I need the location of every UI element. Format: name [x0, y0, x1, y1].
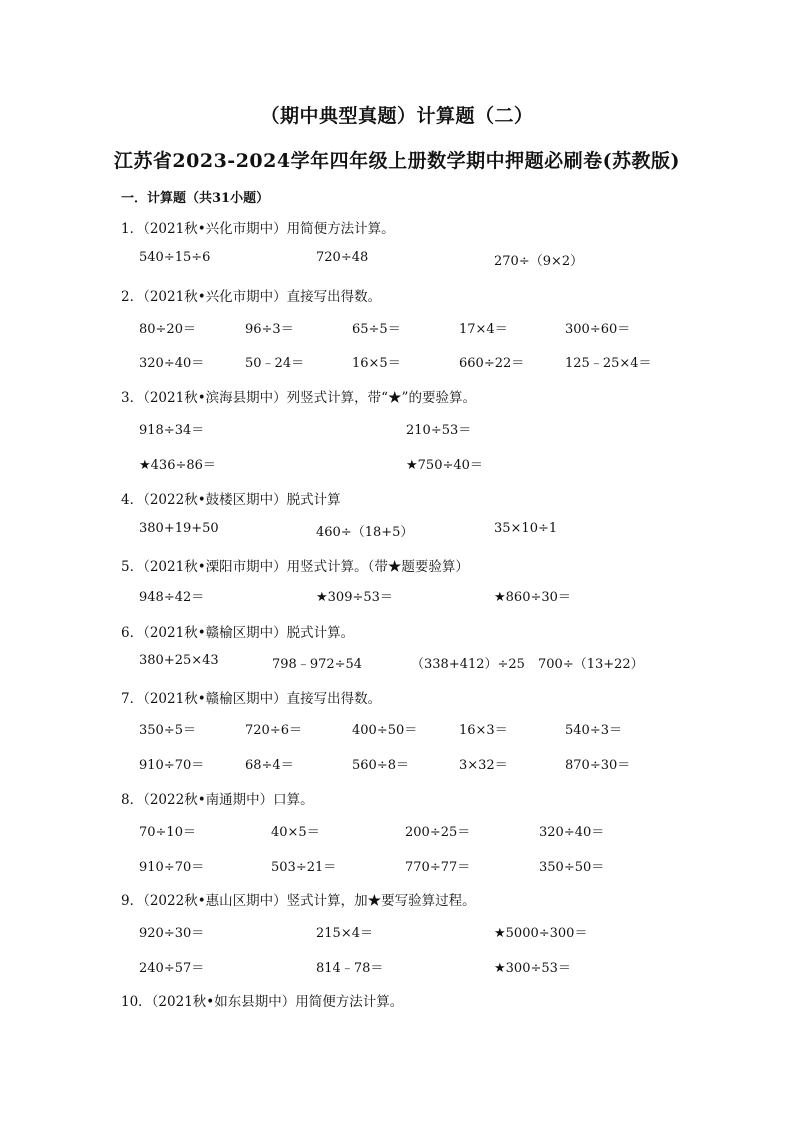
expression: 270÷（9×2）	[494, 254, 584, 269]
expression: 17×4＝	[459, 322, 508, 337]
question-1-row-1	[0, 250, 794, 270]
question-3-row-2	[0, 454, 794, 474]
expression: （338+412）÷25	[411, 657, 525, 672]
question-6-heading: 6．（2021秋•赣榆区期中）脱式计算。	[121, 625, 355, 641]
page-title: （期中典型真题）计算题（二）	[260, 105, 534, 127]
expression: 910÷70＝	[139, 758, 205, 773]
expression: 16×3＝	[459, 723, 508, 738]
question-2-heading: 2．（2021秋•兴化市期中）直接写出得数。	[121, 289, 382, 305]
expression: 40×5＝	[271, 825, 320, 840]
expression: 65÷5＝	[352, 322, 401, 337]
question-1-heading: 1．（2021秋•兴化市期中）用简便方法计算。	[121, 221, 395, 237]
expression: 870÷30＝	[565, 758, 631, 773]
question-6-row-1	[0, 653, 794, 673]
expression: 700÷（13+22）	[538, 657, 644, 672]
question-7-row-1	[0, 719, 794, 739]
expression: 910÷70＝	[139, 860, 205, 875]
expression: 770÷77＝	[405, 860, 471, 875]
expression: ★860÷30＝	[494, 590, 571, 605]
expression: 380+19+50	[139, 521, 219, 536]
expression: 96÷3＝	[245, 322, 294, 337]
expression: 125﹣25×4＝	[565, 356, 652, 371]
question-8-heading: 8．（2022秋•南通期中）口算。	[121, 792, 314, 808]
expression: ★300÷53＝	[494, 961, 571, 976]
question-7-row-2	[0, 754, 794, 774]
expression: 210÷53＝	[406, 423, 472, 438]
question-9-row-1	[0, 922, 794, 942]
expression: 560÷8＝	[352, 758, 409, 773]
question-8-row-2	[0, 856, 794, 876]
expression: 50﹣24＝	[245, 356, 305, 371]
expression: 540÷15÷6	[139, 250, 211, 265]
expression: 814﹣78＝	[316, 961, 384, 976]
expression: 918÷34＝	[139, 423, 205, 438]
page-subtitle: 江苏省2023-2024学年四年级上册数学期中押题必刷卷(苏教版)	[113, 150, 681, 172]
expression: ★436÷86＝	[139, 458, 216, 473]
expression: 68÷4＝	[245, 758, 294, 773]
expression: ★5000÷300＝	[494, 926, 588, 941]
question-3-row-1	[0, 419, 794, 439]
question-8-row-1	[0, 821, 794, 841]
question-4-heading: 4．（2022秋•鼓楼区期中）脱式计算	[121, 492, 341, 508]
question-4-row-1	[0, 521, 794, 541]
expression: 70÷10＝	[139, 825, 196, 840]
question-10-heading: 10．（2021秋•如东县期中）用简便方法计算。	[121, 994, 404, 1010]
expression: 400÷50＝	[352, 723, 418, 738]
expression: 540÷3＝	[565, 723, 622, 738]
section-heading: 一．计算题（共31小题）	[121, 191, 270, 206]
expression: 460÷（18+5）	[316, 525, 414, 540]
expression: ★750÷40＝	[406, 458, 483, 473]
expression: 16×5＝	[352, 356, 401, 371]
question-7-heading: 7．（2021秋•赣榆区期中）直接写出得数。	[121, 691, 382, 707]
expression: 350÷5＝	[139, 723, 196, 738]
expression: 350÷50＝	[539, 860, 605, 875]
expression: 300÷60＝	[565, 322, 631, 337]
expression: 503÷21＝	[271, 860, 337, 875]
expression: 798﹣972÷54	[272, 657, 363, 672]
expression: 320÷40＝	[539, 825, 605, 840]
expression: 720÷48	[316, 250, 369, 265]
question-9-row-2	[0, 957, 794, 977]
question-2-row-2	[0, 352, 794, 372]
expression: 380+25×43	[139, 653, 219, 668]
expression: 920÷30＝	[139, 926, 205, 941]
question-9-heading: 9．（2022秋•惠山区期中）竖式计算，加★要写验算过程。	[121, 893, 476, 909]
question-3-heading: 3．（2021秋•滨海县期中）列竖式计算，带“★”的要验算。	[121, 390, 476, 406]
expression: 35×10÷1	[494, 521, 558, 536]
expression: 200÷25＝	[405, 825, 471, 840]
question-5-heading: 5．（2021秋•溧阳市期中）用竖式计算。（带★题要验算）	[121, 559, 469, 575]
expression: 660÷22＝	[459, 356, 525, 371]
expression: 320÷40＝	[139, 356, 205, 371]
question-5-row-1	[0, 586, 794, 606]
question-2-row-1	[0, 318, 794, 338]
expression: 720÷6＝	[245, 723, 302, 738]
expression: 215×4＝	[316, 926, 373, 941]
expression: 3×32＝	[459, 758, 508, 773]
expression: 948÷42＝	[139, 590, 205, 605]
expression: ★309÷53＝	[316, 590, 393, 605]
expression: 80÷20＝	[139, 322, 196, 337]
expression: 240÷57＝	[139, 961, 205, 976]
